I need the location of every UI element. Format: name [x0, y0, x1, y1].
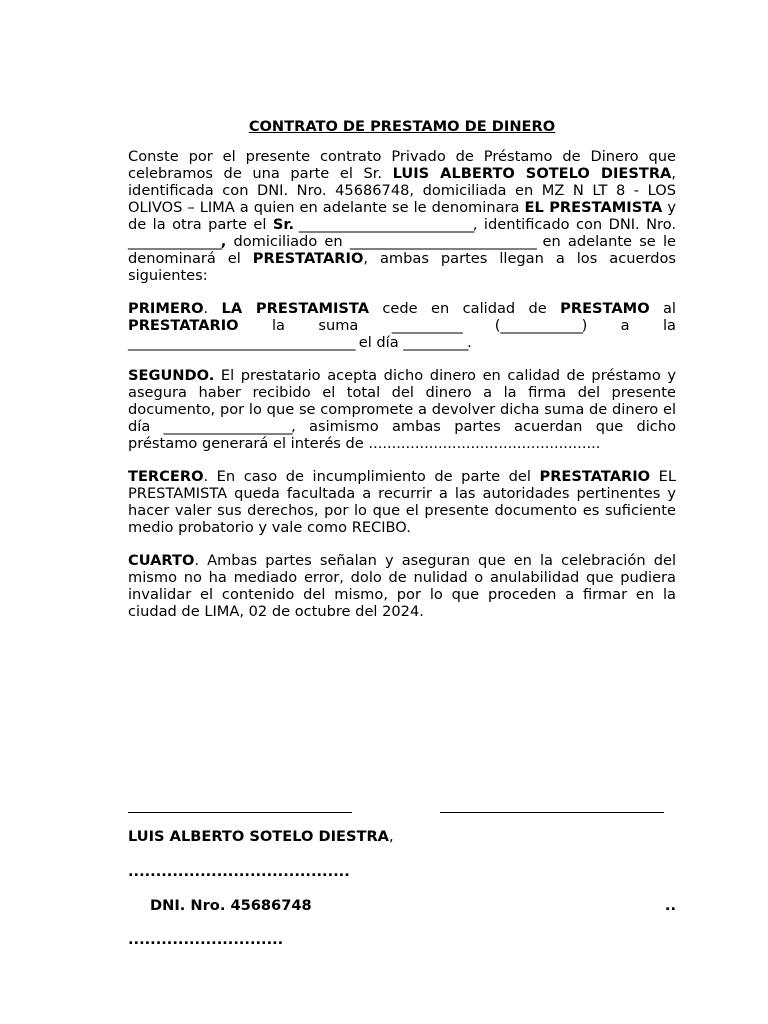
- signature-lines: [128, 800, 676, 814]
- signatory-name-text: LUIS ALBERTO SOTELO DIESTRA: [128, 828, 389, 845]
- tercero-label: TERCERO: [128, 468, 204, 485]
- cuarto-text-1: . Ambas partes señalan y aseguran que en la celebración del mismo no ha mediado error, dolo de nulidad o anulabilidad que pudiera invalidar el contenido del mismo, por lo que proceden a firmar en la ciudad de LIMA, 02 de octubre del 2024.: [128, 552, 676, 620]
- signature-dots-2: ............................: [128, 931, 284, 948]
- primero-text-6: ) a la: [581, 317, 676, 334]
- signature-dots-1: ........................................: [128, 863, 350, 880]
- borrower-dni-blank: ________________: [128, 233, 221, 250]
- primero-borrower: PRESTATARIO: [128, 317, 239, 334]
- primero-lender: LA PRESTAMISTA: [221, 300, 370, 317]
- tercero-text-1: . En caso de incumplimiento de parte del: [203, 468, 540, 485]
- signatory-name-comma: ,: [388, 828, 394, 845]
- segundo-text-1: El prestatario acepta dicho dinero en calidad de préstamo y asegura haber recibido el total del dinero a la firma del presente documento, por lo que se compromete a devolver dicha suma de dinero el día: [128, 367, 676, 435]
- lender-name: LUIS ALBERTO SOTELO DIESTRA: [392, 165, 672, 182]
- intro-text-1: Conste por el presente contrato Privado de Préstamo de Dinero que celebramos de una parte el Sr.: [128, 148, 676, 182]
- primero-text-8: .: [467, 334, 472, 351]
- intro-paragraph: [128, 148, 676, 284]
- tercero-text-2: EL PRESTAMISTA queda facultada a recurrir a las autoridades pertinentes y hacer valer sus derechos, por lo que el presente documento es suficiente medio probatorio y vale como RECIBO.: [128, 468, 676, 536]
- amount-words-blank: ______________: [500, 317, 582, 334]
- intro-text-5: domiciliado en: [226, 233, 350, 250]
- primero-text-4: la suma: [238, 317, 392, 334]
- bold-comma: ,: [220, 233, 227, 250]
- intro-text-2: , identificada con DNI. Nro. 45686748, domiciliada en MZ N LT 8 - LOS OLIVOS – LIMA a quien en adelante se le denominara: [128, 165, 676, 216]
- cuarto-label: CUARTO: [128, 552, 195, 569]
- intro-text-7: , ambas partes llegan a los acuerdos siguientes:: [128, 250, 676, 284]
- segundo-label: SEGUNDO.: [128, 367, 215, 384]
- return-date-blank: ______________________: [163, 418, 292, 435]
- clause-segundo: [128, 367, 676, 452]
- date-blank: ___________: [403, 334, 468, 351]
- borrower-name-blank: ______________________________: [294, 216, 473, 233]
- intro-text-4: , identificado con DNI. Nro.: [472, 216, 677, 233]
- borrower-signature-line: [440, 800, 664, 813]
- clause-primero: [128, 300, 676, 351]
- primero-loan: PRESTAMO: [560, 300, 650, 317]
- signatory-dni-text: DNI. Nro. 45686748: [150, 897, 312, 914]
- intro-text-6: en adelante se le denominará el: [128, 233, 676, 267]
- primero-text-3: al: [649, 300, 676, 317]
- contract-title: CONTRATO DE PRESTAMO DE DINERO: [248, 118, 556, 135]
- clause-cuarto: [128, 552, 676, 620]
- primero-label: PRIMERO: [128, 300, 204, 317]
- primero-text-5: (: [461, 317, 501, 334]
- contract-body: [128, 118, 676, 636]
- signatory-dni: [128, 897, 676, 914]
- borrower-role: PRESTATARIO: [252, 250, 364, 267]
- amount-blank: ____________: [391, 317, 462, 334]
- sr-label: Sr.: [272, 216, 295, 233]
- intro-text-3: y de la otra parte el: [128, 199, 676, 233]
- tercero-borrower: PRESTATARIO: [539, 468, 651, 485]
- signatory-name: [128, 828, 676, 845]
- lender-signature-line: [128, 800, 352, 813]
- primero-text-7: el día: [354, 334, 404, 351]
- lender-role: EL PRESTAMISTA: [524, 199, 663, 216]
- segundo-text-2: , asimismo ambas partes acuerdan que dicho préstamo generará el interés de ..................................................: [128, 418, 676, 452]
- primero-text-2: cede en calidad de: [369, 300, 561, 317]
- borrower-address-blank: ________________________________: [349, 233, 536, 250]
- signatory-dni-dots: ..: [664, 897, 676, 914]
- clause-tercero: [128, 468, 676, 536]
- recipient-blank: _______________________________________: [128, 334, 355, 351]
- primero-text-1: .: [203, 300, 222, 317]
